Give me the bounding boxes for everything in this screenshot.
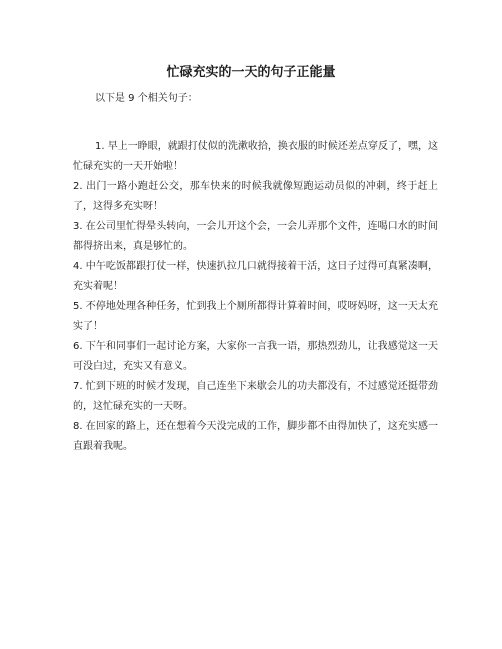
list-item: 2. 出门一路小跑赶公交，那车快来的时候我就像短跑运动员似的冲刺，终于赶上了，这得多充实呀！ — [73, 181, 438, 212]
sentence-list — [73, 137, 438, 457]
list-item: 5. 不停地处理各种任务，忙到我上个厕所都得计算着时间，哎呀妈呀，这一天太充实了！ — [73, 301, 438, 332]
list-item: 8. 在回家的路上，还在想着今天没完成的工作，脚步都不由得加快了，这充实感一直跟着我呢。 — [73, 421, 438, 452]
list-item: 7. 忙到下班的时候才发现，自己连坐下来歇会儿的功夫都没有，不过感觉还挺带劲的，这忙碌充实的一天呀。 — [73, 381, 438, 412]
list-item: 1. 早上一睁眼，就跟打仗似的洗漱收拾，换衣服的时候还差点穿反了，嘿，这忙碌充实的一天开始啦！ — [73, 141, 438, 172]
list-item: 3. 在公司里忙得晕头转向，一会儿开这个会，一会儿弄那个文件，连喝口水的时间都得挤出来，真是够忙的。 — [73, 221, 438, 252]
list-item: 6. 下午和同事们一起讨论方案，大家你一言我一语，那热烈劲儿，让我感觉这一天可没白过，充实又有意义。 — [73, 341, 438, 372]
intro-text: 以下是 9 个相关句子： — [95, 93, 198, 104]
list-item: 4. 中午吃饭都跟打仗一样，快速扒拉几口就得接着干活，这日子过得可真紧凑啊，充实着呢！ — [73, 261, 438, 292]
document-title: 忙碌充实的一天的句子正能量 — [166, 65, 336, 80]
